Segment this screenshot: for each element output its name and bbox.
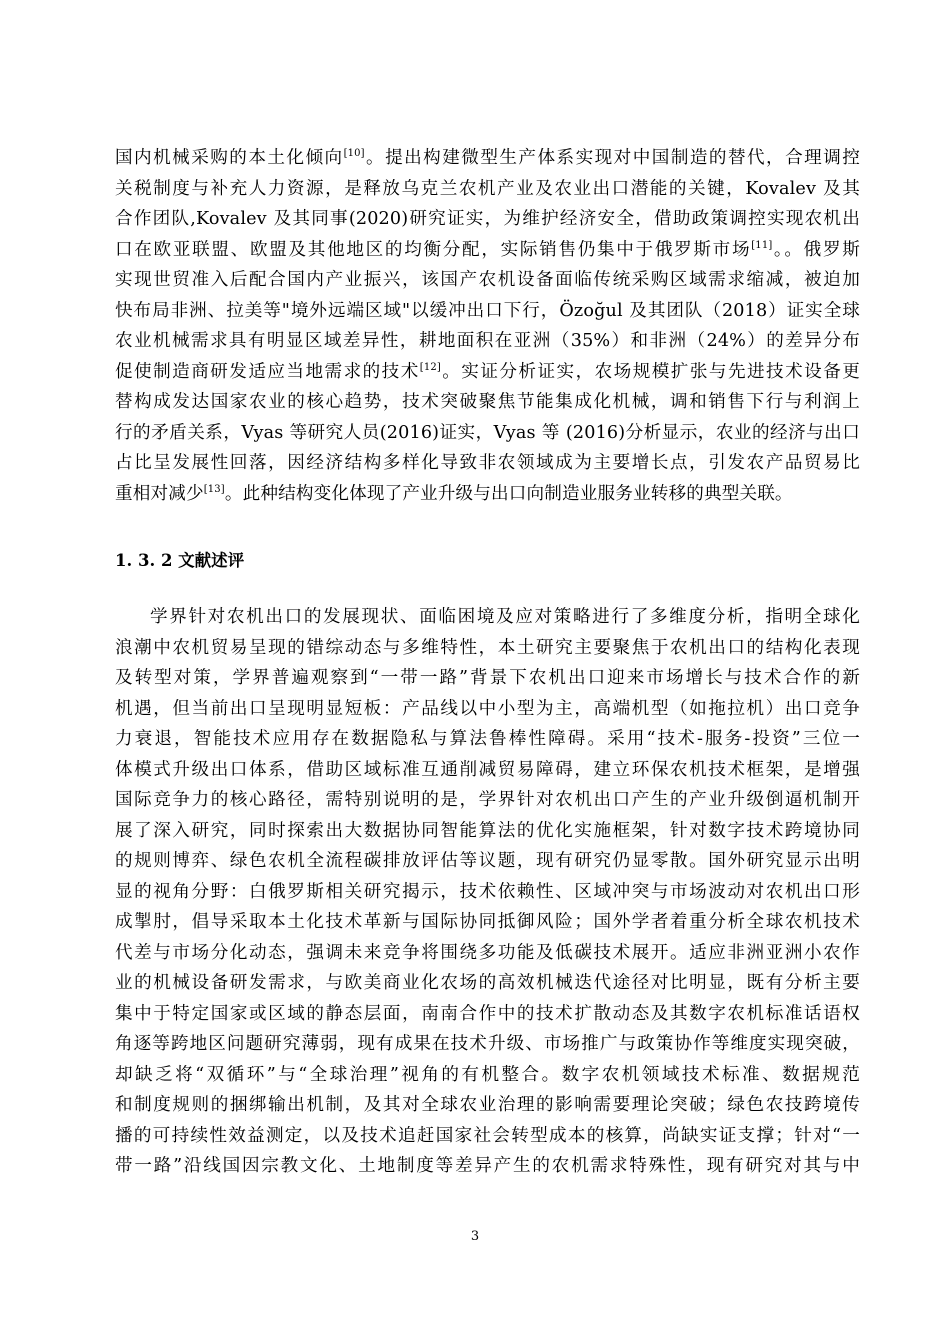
text-line: 的规则博弈、绿色农机全流程碳排放评估等议题，现有研究仍显零散。国外研究显示出明 [115,851,860,871]
line-text: 占比呈发展性回落，因经济结构多样化导致非农领域成为主要增长点，引发农产品贸易比 [115,453,860,473]
line-text: 实现世贸准入后配合国内产业振兴，该国产农机设备面临传统采购区域需求缩减，被迫加 [115,270,860,290]
text-line: 浪潮中农机贸易呈现的错综动态与多维特性，本土研究主要聚焦于农机出口的结构化表现 [115,637,860,658]
citation-marker: [12] [419,361,441,373]
text-line [115,357,860,388]
text-line: 和制度规则的捆绑输出机制，及其对全球农业治理的影响需要理论突破；绿色农技跨境传 [115,1095,860,1115]
line-text: 合作团队,Kovalev 及其同事(2020)研究证实，为维护经济安全，借助政策调控实现农机出 [115,209,860,229]
line-text-continued: 。此种结构变化体现了产业升级与出口向制造业服务业转移的典型关联。 [224,483,793,504]
text-line: 显的视角分野：白俄罗斯相关研究揭示，技术依赖性、区域冲突与市场波动对农机出口形 [115,881,860,902]
text-line: 成掣肘，倡导采取本土化技术革新与国际协同抵御风险；国外学者着重分析全球农机技术 [115,912,860,932]
text-line [115,448,860,479]
text-line [115,418,860,449]
citation-marker: [11] [751,239,773,251]
text-line: 代差与市场分化动态，强调未来竞争将围绕多功能及低碳技术展开。适应非洲亚洲小农作 [115,942,860,963]
text-line: 国际竞争力的核心路径，需特别说明的是，学界针对农机出口产生的产业升级倒逼机制开 [115,790,860,810]
text-line: 却缺乏将“双循环”与“全球治理”视角的有机整合。数字农机领域技术标准、数据规范 [115,1064,860,1085]
line-text: 关税制度与补充人力资源，是释放乌克兰农机产业及农业出口潜能的关键，Kovalev 及其 [115,178,860,199]
citation-marker: [10] [343,148,365,159]
text-line [115,235,860,266]
line-text-continued: 。实证分析证实，农场规模扩张与先进技术设备更 [440,361,860,382]
text-line [115,479,860,510]
line-text: 国内机械采购的本土化倾向 [115,148,344,168]
paragraph-literature-review [115,602,860,1182]
citation-marker: [13] [203,483,225,495]
line-text: 行的矛盾关系，Vyas 等研究人员(2016)证实，Vyas 等 (2016)分析显示，农业的经济与出口 [115,422,860,443]
text-line: 带一路”沿线国因宗教文化、土地制度等差异产生的农机需求特殊性，现有研究对其与中 [115,1156,860,1176]
section-heading: 1. 3. 2 文献述评 [115,551,245,570]
text-line: 体模式升级出口体系，借助区域标准互通削减贸易障碍，建立环保农机技术框架，是增强 [115,759,860,780]
text-line: 集中于特定国家或区域的静态层面，南南合作中的技术扩散动态及其数字农机标准话语权 [115,1003,860,1024]
line-text: 替构成发达国家农业的核心趋势，技术突破聚焦节能集成化机械，调和销售下行与利润上 [115,392,860,412]
text-line [115,387,860,418]
text-line: 业的机械设备研发需求，与欧美商业化农场的高效机械迭代途径对比明显，既有分析主要 [115,973,860,993]
text-line [115,204,860,235]
line-text: 农业机械需求具有明显区域差异性，耕地面积在亚洲（35%）和非洲（24%）的差异分布 [115,331,860,351]
text-line: 展了深入研究，同时探索出大数据协同智能算法的优化实施框架，针对数字技术跨境协同 [115,820,860,841]
text-line: 力衰退，智能技术应用存在数据隐私与算法鲁棒性障碍。采用“技术-服务-投资”三位一 [115,729,860,749]
line-text: 促使制造商研发适应当地需求的技术 [115,361,420,382]
line-text: 快布局非洲、拉美等"境外远端区域"以缓冲出口下行，Özoğul 及其团队（2018）证实全球 [115,300,860,321]
text-line: 及转型对策，学界普遍观察到“一带一路”背景下农机出口迎来市场增长与技术合作的新 [115,668,860,688]
text-line [115,143,860,174]
text-line [115,174,860,205]
page-number: 3 [470,1229,480,1244]
text-line [115,296,860,327]
line-text-continued: 。提出构建微型生产体系实现对中国制造的替代，合理调控 [364,148,860,168]
text-line: 学界针对农机出口的发展现状、面临困境及应对策略进行了多维度分析，指明全球化 [150,607,860,627]
text-line [115,326,860,357]
paragraph-literature-foreign [115,143,860,509]
text-line: 角逐等跨地区问题研究薄弱，现有成果在技术升级、市场推广与政策协作等维度实现突破， [115,1034,860,1054]
text-line [115,265,860,296]
text-line: 机遇，但当前出口呈现明显短板：产品线以中小型为主，高端机型（如拖拉机）出口竞争 [115,698,860,719]
line-text: 口在欧亚联盟、欧盟及其他地区的均衡分配，实际销售仍集中于俄罗斯市场 [115,239,752,260]
text-line: 播的可持续性效益测定，以及技术追赶国家社会转型成本的核算，尚缺实证支撑；针对“一 [115,1125,860,1146]
line-text: 重相对减少 [115,483,204,504]
line-text-continued: 。。俄罗斯 [772,239,860,260]
